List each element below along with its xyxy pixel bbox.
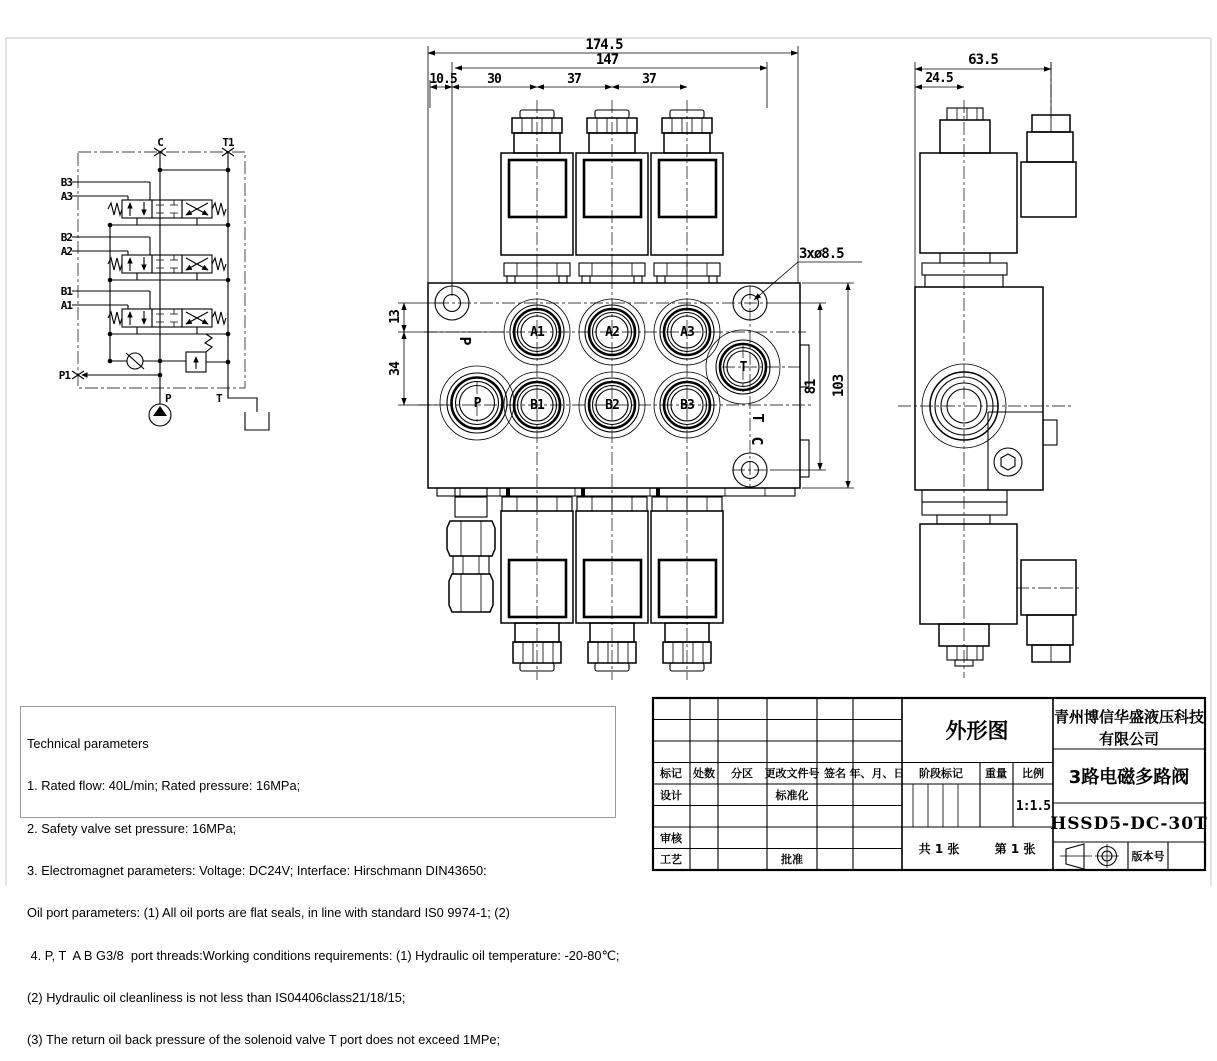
front-view [418, 100, 812, 680]
model-number: HSSD5-DC-30T [1050, 814, 1208, 834]
tank-symbol [245, 412, 269, 430]
dim-seg-37b: 37 [642, 72, 656, 87]
schematic-port-t1: T1 [222, 136, 234, 149]
dim-81: 81 [803, 379, 819, 395]
svg-text:T: T [739, 360, 747, 375]
rev-header-count: 处数 [693, 767, 715, 780]
tank-line [228, 388, 257, 412]
valve-section-1 [72, 291, 228, 334]
dim-seg-30: 30 [487, 72, 501, 87]
dim-seg-37a: 37 [567, 72, 581, 87]
centerlines-front [418, 100, 812, 680]
tech-params-line: 1. Rated flow: 40L/min; Rated pressure: 16MPa; [27, 778, 301, 794]
version-label: 版本号 [1131, 850, 1165, 863]
rev-header-sign: 签名 [824, 767, 846, 780]
rev-header-zone: 分区 [731, 767, 753, 780]
view-name: 外形图 [945, 719, 1009, 743]
label-b1: B1 [60, 285, 72, 298]
projection-symbol-icon [1060, 844, 1119, 869]
dim-inner-width: 147 [595, 52, 619, 68]
sheet-number: 第 1 张 [994, 842, 1036, 856]
body-bottom-strip [437, 488, 795, 496]
rev-header-date: 年、月、日 [849, 767, 905, 780]
tech-params-line: (3) The return oil back pressure of the solenoid valve T port does not exceed 1MPe; [27, 1032, 501, 1048]
label-a3: A3 [60, 190, 72, 203]
hydraulic-schematic [59, 136, 269, 430]
cast-mark-p: P [456, 336, 474, 346]
dim-seg-10-5: 10.5 [429, 72, 457, 87]
label-weight: 重量 [985, 767, 1007, 780]
label-p1: P1 [58, 369, 70, 382]
schematic-valve-sections [72, 182, 228, 334]
tech-params-line: 4. P, T A B G3/8 port threads:Working conditions requirements: (1) Hydraulic oil temperature: -20-80℃; [27, 947, 620, 963]
tech-params-line: 3. Electromagnet parameters: Voltage: DC24V; Interface: Hirschmann DIN43650: [27, 863, 487, 879]
valve-section-3 [72, 182, 228, 225]
label-approve: 批准 [781, 853, 803, 866]
label-stage-mark: 阶段标记 [919, 767, 963, 780]
dim-overall-width: 174.5 [585, 37, 623, 53]
label-b2: B2 [60, 231, 72, 244]
bottom-solenoids [447, 488, 723, 671]
label-a2: A2 [60, 245, 72, 258]
svg-text:A3: A3 [680, 325, 694, 340]
label-process: 工艺 [660, 853, 682, 866]
label-scale: 比例 [1022, 767, 1044, 780]
dim-side-inner: 24.5 [925, 71, 953, 86]
svg-text:A2: A2 [605, 325, 619, 340]
dim-13: 13 [388, 310, 403, 324]
product-name: 3路电磁多路阀 [1068, 767, 1190, 788]
side-top-dimensions [915, 52, 1051, 287]
rev-header-docno: 更改文件号 [764, 767, 820, 780]
dim-103: 103 [831, 374, 847, 398]
tech-params-title: Technical parameters [27, 736, 149, 752]
front-top-dimensions [428, 37, 798, 296]
centerlines-side [898, 62, 1082, 678]
company-name-line1: 青州博信华盛液压科技 [1053, 708, 1205, 726]
schematic-port-c: C [157, 136, 163, 149]
label-review: 审核 [660, 832, 682, 845]
rev-header-mark: 标记 [660, 767, 682, 780]
label-a1: A1 [60, 299, 72, 312]
valve-section-2 [72, 237, 228, 280]
title-block [653, 698, 1208, 870]
svg-text:B3: B3 [680, 398, 694, 413]
cast-mark-t: T [749, 413, 767, 423]
svg-text:A1: A1 [530, 325, 544, 340]
tech-params-line: Oil port parameters: (1) All oil ports are flat seals, in line with standard IS0 9974-1; (2) [27, 905, 510, 921]
company-name-line2: 有限公司 [1098, 730, 1160, 748]
tech-params-line: 2. Safety valve set pressure: 16MPa; [27, 820, 237, 836]
svg-text:B1: B1 [530, 398, 544, 413]
svg-text:P: P [473, 396, 481, 411]
dim-34: 34 [388, 362, 403, 376]
label-design: 设计 [660, 789, 682, 802]
label-tank-t: T [216, 392, 222, 405]
label-b3: B3 [60, 176, 72, 189]
svg-text:B2: B2 [605, 398, 619, 413]
cast-mark-c: C [748, 436, 766, 446]
scale-value: 1:1.5 [1015, 799, 1051, 814]
dim-side-overall: 63.5 [968, 52, 998, 68]
side-view [898, 62, 1082, 678]
sheet-total: 共 1 张 [918, 842, 960, 856]
tech-params-line: (2) Hydraulic oil cleanliness is not less than IS04406class21/18/15; [27, 989, 406, 1005]
hex-screw [994, 448, 1022, 476]
dim-hole-callout: 3xø8.5 [799, 246, 844, 262]
hex-fitting [447, 488, 495, 612]
label-standardization: 标准化 [775, 789, 809, 802]
label-pump-p: P [165, 392, 171, 405]
tech-params-box [20, 706, 620, 1048]
